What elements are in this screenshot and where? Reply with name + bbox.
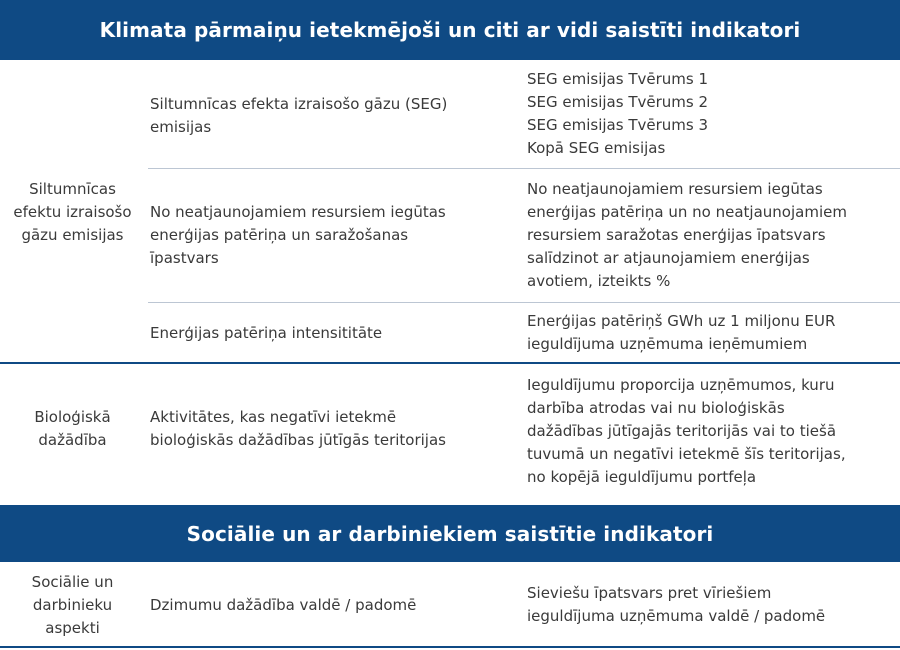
metric-line: ieguldījuma uzņēmuma valdē / padomē <box>527 607 826 625</box>
metric-line: SEG emisijas Tvērums 2 <box>527 93 709 111</box>
metric-line: No neatjaunojamiem resursiem iegūtas <box>527 179 823 198</box>
indicator-line: Aktivitātes, kas negatīvi ietekmē <box>150 408 397 426</box>
indicator-line: enerģijas patēriņa un saražošanas <box>150 225 409 244</box>
category-line: dažādība <box>38 431 107 449</box>
category-line: Siltumnīcas <box>29 179 116 198</box>
metric-line: Enerģijas patēriņš GWh uz 1 miljonu EUR <box>527 312 836 330</box>
metric-line: SEG emisijas Tvērums 3 <box>527 116 709 134</box>
metric-line: no kopējā ieguldījumu portfeļa <box>527 467 757 486</box>
group-divider <box>0 362 900 364</box>
indicator-cell <box>150 590 522 620</box>
indicator-line: Enerģijas patēriņa intensititāte <box>150 323 383 342</box>
row-divider <box>148 168 900 169</box>
category-line: gāzu emisijas <box>21 225 124 244</box>
section-title: Sociālie un ar darbiniekiem saistītie indikatori <box>186 521 714 546</box>
metric-line: ieguldījuma uzņēmuma ieņēmumiem <box>527 335 808 353</box>
indicator-line: emisijas <box>150 118 212 136</box>
metric-line: tuvumā un negatīvi ietekmē šīs teritorijas, <box>527 444 846 463</box>
category-cell-social <box>0 569 145 641</box>
section-title: Klimata pārmaiņu ietekmējoši un citi ar vidi saistīti indikatori <box>99 18 801 42</box>
metric-line: dažādības jūtīgajās teritorijās vai to tiešā <box>527 421 837 440</box>
indicator-line: Dzimumu dažādība valdē / padomē <box>150 595 417 614</box>
category-line: aspekti <box>45 618 100 637</box>
category-line: Bioloģiskā <box>34 408 111 426</box>
metric-cell <box>527 580 897 630</box>
indicator-cell <box>150 318 522 348</box>
indicator-cell <box>150 404 522 454</box>
category-cell-ghg <box>0 164 145 260</box>
indicator-line: īpastvars <box>150 248 219 267</box>
metric-line: salīdzinot ar atjaunojamiem enerģijas <box>527 248 810 267</box>
metric-cell <box>527 64 897 164</box>
metric-cell <box>527 308 897 358</box>
indicator-line: No neatjaunojamiem resursiem iegūtas <box>150 202 446 221</box>
metric-line: avotiem, izteikts % <box>527 271 671 290</box>
section-header-social <box>0 505 900 562</box>
category-line: Sociālie un <box>31 572 114 591</box>
metric-line: darbība atrodas vai nu bioloģiskās <box>527 398 785 417</box>
metric-cell <box>527 172 897 298</box>
metric-cell <box>527 368 897 494</box>
metric-line: Kopā SEG emisijas <box>527 139 666 157</box>
indicator-cell <box>150 200 522 270</box>
metric-line: Ieguldījumu proporcija uzņēmumos, kuru <box>527 375 835 394</box>
metric-line: Sieviešu īpatsvars pret vīriešiem <box>527 584 772 602</box>
indicator-line: Siltumnīcas efekta izraisošo gāzu (SEG) <box>150 95 448 113</box>
category-line: efektu izraisošo <box>13 202 132 221</box>
metric-line: enerģijas patēriņa un no neatjaunojamiem <box>527 202 847 221</box>
category-line: darbinieku <box>32 595 113 614</box>
bottom-rule <box>0 646 900 648</box>
metric-line: SEG emisijas Tvērums 1 <box>527 70 709 88</box>
section-header-climate <box>0 0 900 60</box>
metric-line: resursiem saražotas enerģijas īpatsvars <box>527 225 826 244</box>
indicator-cell <box>150 86 522 146</box>
indicator-line: bioloģiskās dažādības jūtīgās teritorijas <box>150 431 446 449</box>
category-cell-biodiversity <box>0 404 145 454</box>
row-divider <box>148 302 900 303</box>
